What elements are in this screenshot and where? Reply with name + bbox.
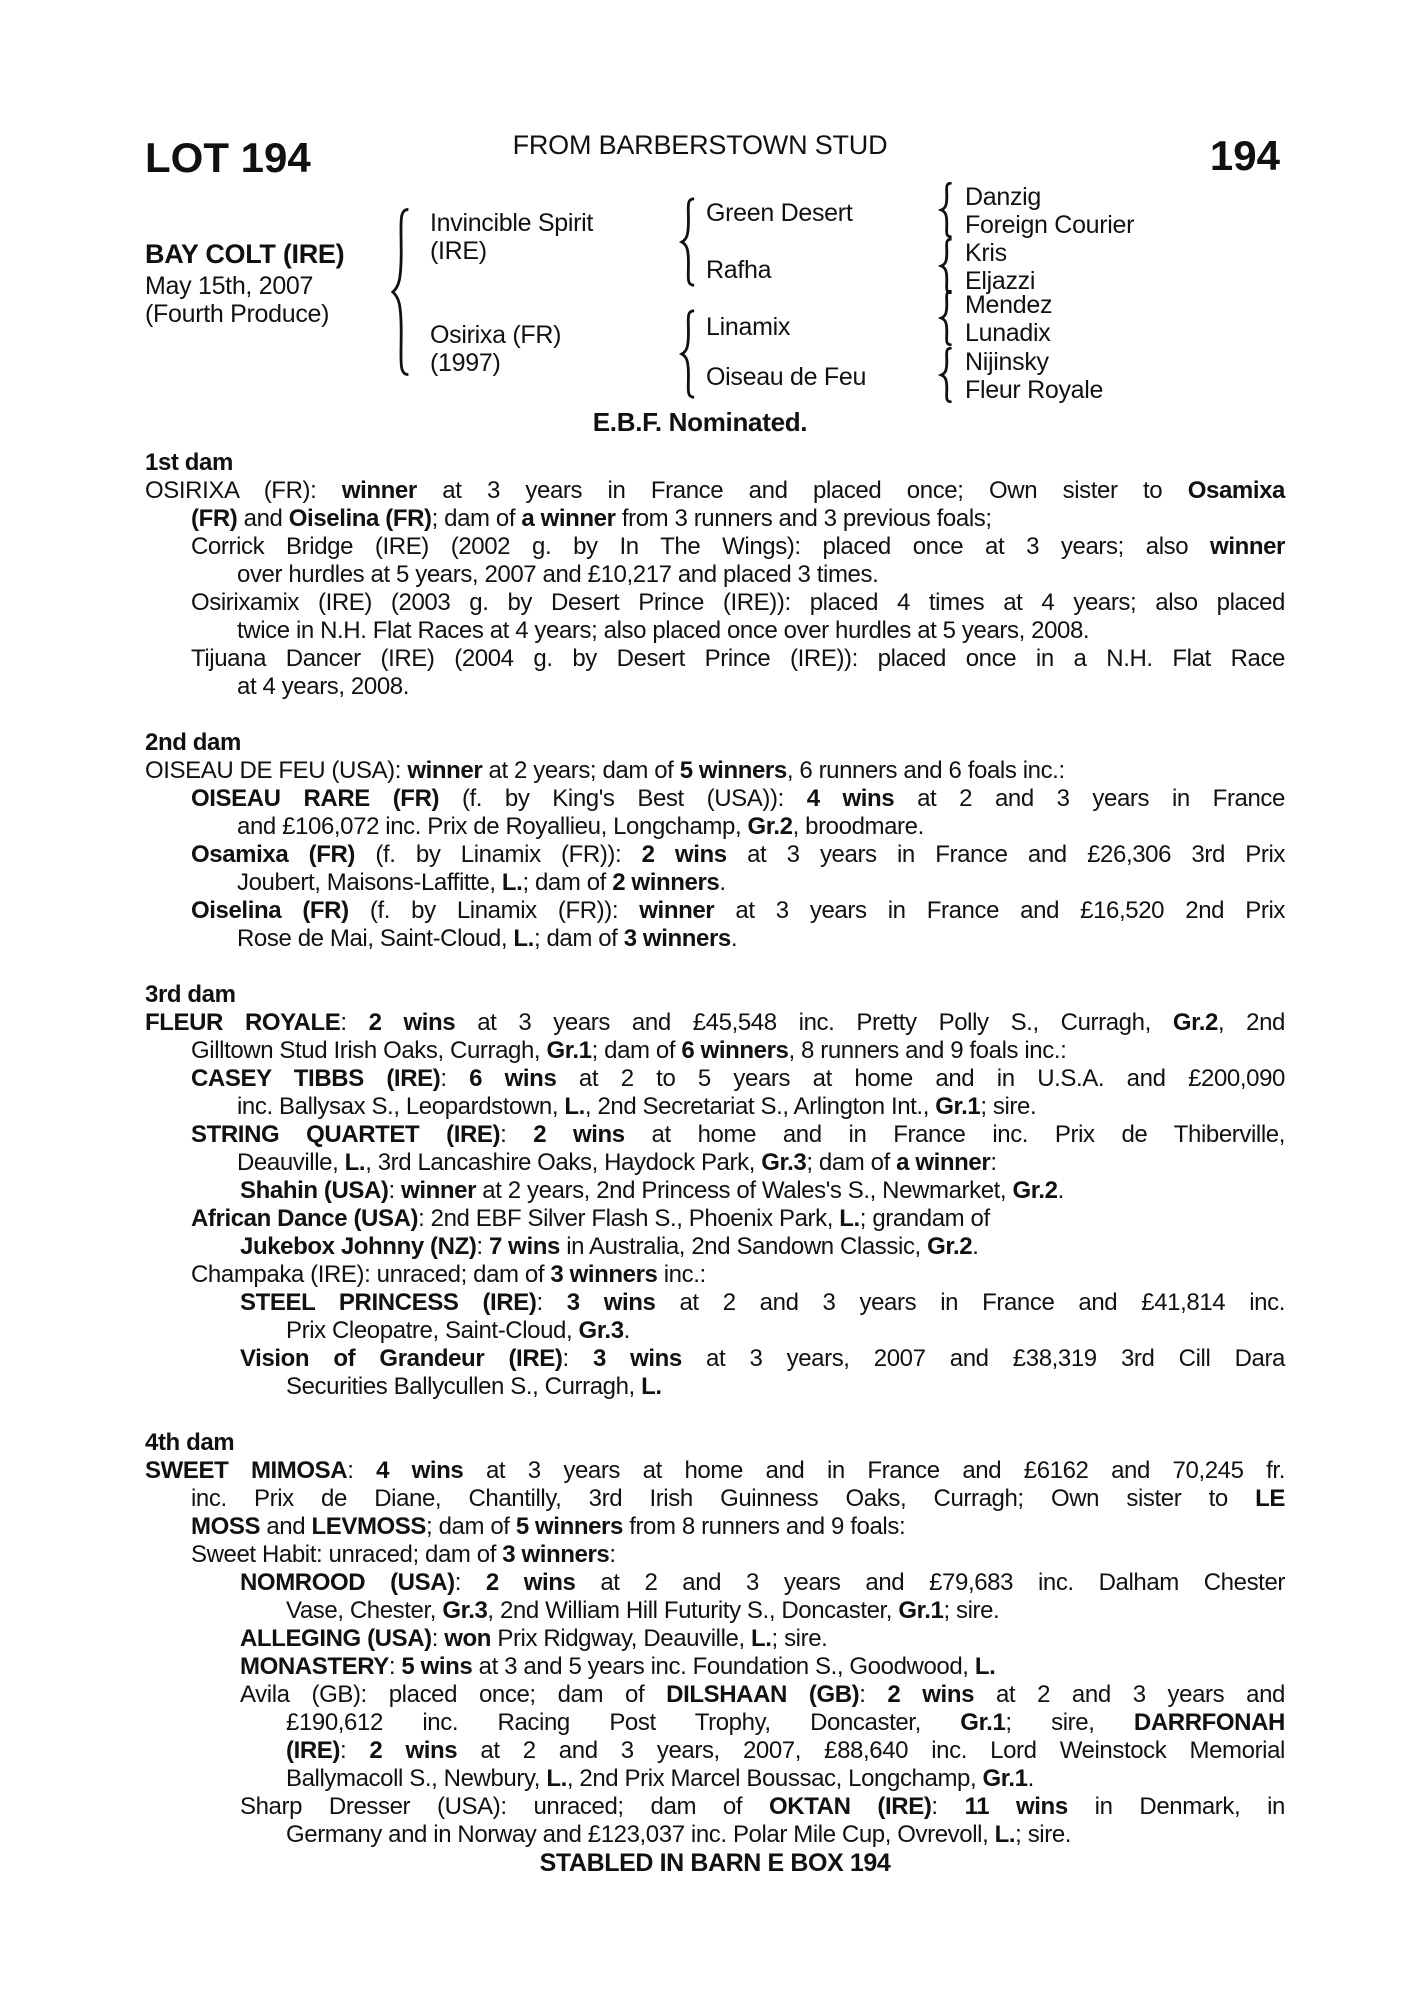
page-number: 194 <box>1209 132 1280 179</box>
text-run: (f. by King's Best (USA)): <box>439 785 807 812</box>
great-grandparent-3b: Lunadix <box>965 319 1051 347</box>
text-run: ; sire. <box>980 1093 1037 1120</box>
pedigree-paragraph <box>240 1625 1285 1653</box>
text-line <box>191 1541 1285 1569</box>
text-run: 2 wins <box>368 1009 456 1036</box>
text-line <box>191 673 1285 701</box>
text-run: in Denmark, in <box>1067 1793 1285 1820</box>
text-run: Prix Cleopatre, Saint-Cloud, <box>286 1317 579 1344</box>
text-run: Gr.1 <box>982 1765 1028 1792</box>
granddam-paternal: Rafha <box>706 256 772 284</box>
text-run: (f. by Linamix (FR)): <box>348 897 640 924</box>
great-grandparent-1a: Danzig <box>965 183 1042 211</box>
great-grandparent-2a: Kris <box>965 239 1007 267</box>
sire-name-line1: Invincible Spirit <box>430 209 594 237</box>
text-run: Oiselina (FR) <box>288 505 432 532</box>
text-run: at 3 years, 2007 and £38,319 3rd Cill Dara <box>681 1345 1285 1372</box>
text-run: Shahin (USA) <box>240 1177 389 1204</box>
text-run: 5 wins <box>401 1653 473 1680</box>
text-run: Corrick Bridge (IRE) (2002 g. by In The Wings): placed once at 3 years; also <box>191 533 1211 560</box>
pedigree-paragraph <box>240 1289 1285 1345</box>
text-run: Sharp Dresser (USA): unraced; dam of <box>240 1793 769 1820</box>
pedigree-paragraph <box>191 1261 1285 1289</box>
text-run: 5 winners <box>515 1513 623 1540</box>
text-line <box>240 1373 1285 1401</box>
pedigree-paragraph <box>191 1541 1285 1569</box>
text-run: from 8 runners and 9 foals: <box>622 1513 906 1540</box>
text-run: winner <box>407 757 483 784</box>
text-run: Oiselina (FR) <box>191 897 349 924</box>
text-run: OISEAU DE FEU (USA): <box>145 757 408 784</box>
text-line <box>145 1009 1285 1037</box>
text-line <box>191 897 1285 925</box>
pedigree-paragraph <box>191 1121 1285 1177</box>
dam-name-line2: (1997) <box>430 349 501 377</box>
text-run: ; sire. <box>771 1625 828 1652</box>
text-run: ; dam of <box>426 1513 516 1540</box>
text-line <box>191 813 1285 841</box>
sire-name-line2: (IRE) <box>430 237 487 265</box>
text-run: L. <box>564 1093 585 1120</box>
section-heading: 4th dam <box>145 1429 235 1456</box>
text-run: at 3 and 5 years inc. Foundation S., Goodwood, <box>472 1653 975 1680</box>
text-run: winner <box>401 1177 477 1204</box>
text-run: (f. by Linamix (FR)): <box>355 841 642 868</box>
text-run: : <box>347 1457 377 1484</box>
great-grandparent-1b: Foreign Courier <box>965 211 1135 239</box>
text-run: : <box>500 1121 534 1148</box>
text-line <box>240 1569 1285 1597</box>
text-run: in Australia, 2nd Sandown Classic, <box>559 1233 928 1260</box>
pedigree-paragraph <box>191 897 1285 953</box>
section-heading: 1st dam <box>145 449 233 476</box>
text-run: : <box>931 1793 965 1820</box>
pedigree-paragraph <box>240 1653 1285 1681</box>
pedigree-paragraph <box>191 589 1285 645</box>
text-line <box>240 1793 1285 1821</box>
section-heading: 3rd dam <box>145 981 236 1008</box>
text-run: won <box>444 1625 492 1652</box>
text-run: STEEL PRINCESS (IRE) <box>240 1289 537 1316</box>
text-run: (IRE) <box>286 1737 340 1764</box>
text-run: Gr.2 <box>1172 1009 1218 1036</box>
horse-name: BAY COLT (IRE) <box>145 239 345 269</box>
text-run: 3 wins <box>566 1289 656 1316</box>
pedigree-paragraph <box>240 1569 1285 1625</box>
pedigree-brace-sire <box>678 197 697 287</box>
text-run: ; dam of <box>522 869 613 896</box>
text-run: , 2nd <box>1217 1009 1285 1036</box>
pedigree-paragraph <box>145 757 1285 785</box>
text-run: 6 wins <box>469 1065 557 1092</box>
text-line <box>191 785 1285 813</box>
text-run: OISEAU RARE (FR) <box>191 785 440 812</box>
pedigree-paragraph <box>240 1681 1285 1793</box>
great-grandparent-4b: Fleur Royale <box>965 376 1104 404</box>
text-run: Gr.2 <box>747 813 793 840</box>
text-run: at 2 and 3 years in France and £41,814 inc. <box>655 1289 1285 1316</box>
text-run: twice in N.H. Flat Races at 4 years; also placed once over hurdles at 5 years, 2008. <box>237 617 1090 644</box>
text-run: : <box>340 1737 370 1764</box>
text-run: at 2 and 3 years and <box>974 1681 1285 1708</box>
text-line <box>191 1065 1285 1093</box>
text-run: Gr.1 <box>898 1597 944 1624</box>
text-run: 7 wins <box>488 1233 560 1260</box>
text-line <box>145 1513 1285 1541</box>
text-line <box>191 645 1285 673</box>
text-run: 3 winners <box>502 1541 610 1568</box>
pedigree-paragraph <box>191 785 1285 841</box>
text-run: Securities Ballycullen S., Curragh, <box>286 1373 642 1400</box>
grandsire-paternal: Green Desert <box>706 199 853 227</box>
text-run: 4 wins <box>806 785 895 812</box>
text-run: 3 winners <box>623 925 731 952</box>
pedigree-paragraph <box>240 1793 1285 1849</box>
text-run: : <box>536 1289 567 1316</box>
pedigree-paragraph <box>191 1065 1285 1121</box>
text-line <box>240 1653 1285 1681</box>
text-run: at 2 to 5 years at home and in U.S.A. and £200,090 <box>556 1065 1285 1092</box>
text-run: 4 wins <box>376 1457 464 1484</box>
text-run: Avila (GB): placed once; dam of <box>240 1681 667 1708</box>
text-run: at 3 years in France and placed once; Own sister to <box>416 477 1188 504</box>
text-run: L. <box>501 869 523 896</box>
text-run: winner <box>639 897 715 924</box>
text-run: LE <box>1255 1485 1285 1512</box>
text-run: Gr.3 <box>761 1149 807 1176</box>
text-run: L. <box>751 1625 772 1652</box>
text-run: Gr.3 <box>442 1597 488 1624</box>
text-run: Osirixamix (IRE) (2003 g. by Desert Prince (IRE)): placed 4 times at 4 years; also placed <box>191 589 1285 616</box>
text-line <box>240 1289 1285 1317</box>
text-line <box>145 1457 1285 1485</box>
text-run: and £106,072 inc. Prix de Royallieu, Longchamp, <box>237 813 748 840</box>
text-run: L. <box>513 925 534 952</box>
text-line <box>240 1709 1285 1737</box>
text-run: : <box>859 1681 888 1708</box>
text-run: Champaka (IRE): unraced; dam of <box>191 1261 551 1288</box>
pedigree-paragraph <box>240 1345 1285 1401</box>
text-run: LEVMOSS <box>311 1513 427 1540</box>
text-run: 3 wins <box>592 1345 682 1372</box>
pedigree-brace-ggp-1 <box>938 182 954 238</box>
text-run: 3 winners <box>550 1261 658 1288</box>
ebf-nominated-note: E.B.F. Nominated. <box>592 407 808 437</box>
text-run: Gr.1 <box>546 1037 592 1064</box>
text-run: : <box>388 1653 402 1680</box>
text-run: at 3 years in France and £26,306 3rd Prix <box>726 841 1285 868</box>
text-run: 2 wins <box>369 1737 458 1764</box>
text-run: L. <box>974 1653 996 1680</box>
text-run: , 6 runners and 6 foals inc.: <box>786 757 1065 784</box>
text-run: 6 winners <box>681 1037 789 1064</box>
text-run: : 2nd EBF Silver Flash S., Phoenix Park, <box>418 1205 840 1232</box>
text-line <box>191 925 1285 953</box>
text-run: ; dam of <box>533 925 624 952</box>
horse-foaling-date: May 15th, 2007 <box>145 272 314 300</box>
text-run: NOMROOD (USA) <box>240 1569 455 1596</box>
text-run: Ballymacoll S., Newbury, <box>286 1765 547 1792</box>
text-run: and <box>237 505 289 532</box>
pedigree-paragraph <box>240 1233 1285 1261</box>
text-run: Joubert, Maisons-Laffitte, <box>237 869 502 896</box>
grandsire-maternal: Linamix <box>706 313 791 341</box>
text-run: SWEET MIMOSA <box>145 1457 348 1484</box>
text-run: at 2 and 3 years and £79,683 inc. Dalham Chester <box>575 1569 1285 1596</box>
text-run: African Dance (USA) <box>191 1205 419 1232</box>
pedigree-brace-ggp-2 <box>938 238 954 294</box>
text-line <box>191 841 1285 869</box>
text-run: a winner <box>521 505 616 532</box>
text-run: 2 wins <box>887 1681 975 1708</box>
text-run: 2 winners <box>612 869 720 896</box>
text-run: Gilltown Stud Irish Oaks, Curragh, <box>191 1037 547 1064</box>
text-run: , 8 runners and 9 foals inc.: <box>788 1037 1067 1064</box>
text-line <box>145 477 1285 505</box>
text-run: STRING QUARTET (IRE) <box>191 1121 501 1148</box>
text-run: ALLEGING (USA) <box>240 1625 432 1652</box>
text-run: at 3 years in France and £16,520 2nd Prix <box>714 897 1285 924</box>
text-run: Gr.2 <box>1012 1177 1058 1204</box>
lot-number-label: LOT 194 <box>145 134 311 181</box>
text-run: : <box>440 1065 470 1092</box>
text-run: inc. Ballysax S., Leopardstown, <box>237 1093 565 1120</box>
great-grandparent-3a: Mendez <box>965 291 1053 319</box>
text-line <box>145 1037 1285 1065</box>
text-line <box>191 1121 1285 1149</box>
text-run: ; grandam of <box>859 1205 990 1232</box>
text-run: 2 wins <box>641 841 727 868</box>
text-run: at 4 years, 2008. <box>237 673 409 700</box>
great-grandparent-2b: Eljazzi <box>965 267 1036 295</box>
text-run: (FR) <box>191 505 238 532</box>
text-run: : <box>476 1233 489 1260</box>
pedigree-paragraph <box>191 645 1285 701</box>
text-run: Prix Ridgway, Deauville, <box>491 1625 751 1652</box>
text-line <box>145 1485 1285 1513</box>
text-line <box>240 1681 1285 1709</box>
text-run: OSIRIXA (FR): <box>145 477 342 504</box>
text-run: L. <box>344 1149 366 1176</box>
text-run: Gr.2 <box>927 1233 973 1260</box>
text-run: : <box>454 1569 486 1596</box>
pedigree-text-body <box>145 449 1285 1877</box>
text-run: Osamixa <box>1187 477 1286 504</box>
text-line <box>191 1205 1285 1233</box>
pedigree-paragraph <box>240 1177 1285 1205</box>
text-run: CASEY TIBBS (IRE) <box>191 1065 441 1092</box>
dam-section <box>145 1429 1285 1849</box>
text-run: Rose de Mai, Saint-Cloud, <box>237 925 514 952</box>
text-run: a winner <box>896 1149 991 1176</box>
text-run: inc. Prix de Diane, Chantilly, 3rd Irish Guinness Oaks, Curragh; Own sister to <box>191 1485 1256 1512</box>
text-run: Gr.3 <box>578 1317 624 1344</box>
text-run: Tijuana Dancer (IRE) (2004 g. by Desert Prince (IRE)): placed once in a N.H. Flat Race <box>191 645 1285 672</box>
pedigree-paragraph <box>191 533 1285 589</box>
text-run: at 3 years at home and in France and £6162 and 70,245 fr. <box>463 1457 1285 1484</box>
text-run: ; dam of <box>591 1037 682 1064</box>
section-heading: 2nd dam <box>145 729 241 756</box>
text-run: ; sire. <box>943 1597 1000 1624</box>
text-line <box>240 1821 1285 1849</box>
dam-section <box>145 729 1285 953</box>
text-run: inc.: <box>657 1261 706 1288</box>
text-line <box>191 561 1285 589</box>
text-run: winner <box>1210 533 1285 560</box>
text-run: Osamixa (FR) <box>191 841 356 868</box>
text-line <box>240 1233 1285 1261</box>
text-run: Jukebox Johnny (NZ) <box>240 1233 477 1260</box>
text-run: at 3 years and £45,548 inc. Pretty Polly S., Curragh, <box>455 1009 1173 1036</box>
text-line <box>240 1597 1285 1625</box>
dam-section <box>145 981 1285 1401</box>
pedigree-paragraph <box>145 1457 1285 1541</box>
text-run: . <box>730 925 738 952</box>
text-run: at 2 years, 2nd Princess of Wales's S., Newmarket, <box>476 1177 1013 1204</box>
text-run: from 3 runners and 3 previous foals; <box>615 505 992 532</box>
text-run: over hurdles at 5 years, 2007 and £10,217 and placed 3 times. <box>237 561 879 588</box>
dam-section <box>145 449 1285 701</box>
text-run: , 3rd Lancashire Oaks, Haydock Park, <box>365 1149 762 1176</box>
text-run: . <box>972 1233 979 1260</box>
text-run: , broodmare. <box>792 813 924 840</box>
pedigree-brace-ggp-4 <box>938 347 954 403</box>
text-line <box>240 1177 1285 1205</box>
text-run: L. <box>839 1205 860 1232</box>
text-run: : <box>990 1149 997 1176</box>
text-run: Germany and in Norway and £123,037 inc. Polar Mile Cup, Ovrevoll, <box>286 1821 995 1848</box>
pedigree-paragraph <box>145 477 1285 533</box>
text-line <box>240 1625 1285 1653</box>
text-run: 11 wins <box>964 1793 1068 1820</box>
text-run: Vase, Chester, <box>286 1597 443 1624</box>
text-run: MONASTERY <box>240 1653 389 1680</box>
text-line <box>191 533 1285 561</box>
text-run: , 2nd William Hill Futurity S., Doncaster, <box>487 1597 899 1624</box>
dam-sections <box>145 449 1285 1849</box>
text-line <box>240 1317 1285 1345</box>
text-run: . <box>719 869 726 896</box>
text-line <box>240 1765 1285 1793</box>
text-run: Sweet Habit: unraced; dam of <box>191 1541 503 1568</box>
text-run: , 2nd Prix Marcel Boussac, Longchamp, <box>566 1765 983 1792</box>
text-run: winner <box>341 477 417 504</box>
text-run: : <box>340 1009 369 1036</box>
pedigree-paragraph <box>191 1205 1285 1233</box>
text-line <box>191 589 1285 617</box>
text-run: DARRFONAH <box>1133 1709 1285 1736</box>
text-run: Gr.1 <box>935 1093 981 1120</box>
text-run: at home and in France inc. Prix de Thiberville, <box>624 1121 1285 1148</box>
text-run: ; dam of <box>431 505 522 532</box>
text-run: , 2nd Secretariat S., Arlington Int., <box>584 1093 936 1120</box>
dam-name-line1: Osirixa (FR) <box>430 321 562 349</box>
consignor-heading: FROM BARBERSTOWN STUD <box>512 130 888 160</box>
text-run: £190,612 inc. Racing Post Trophy, Doncaster, <box>286 1709 961 1736</box>
pedigree-brace-generation1 <box>388 206 412 378</box>
horse-produce-note: (Fourth Produce) <box>145 300 330 328</box>
great-grandparent-4a: Nijinsky <box>965 348 1049 376</box>
text-run: 5 winners <box>679 757 787 784</box>
text-line <box>191 1261 1285 1289</box>
text-line <box>191 869 1285 897</box>
text-run: . <box>1027 1765 1034 1792</box>
text-run: Vision of Grandeur (IRE) <box>240 1345 563 1372</box>
text-line <box>191 1093 1285 1121</box>
text-run: : <box>431 1625 445 1652</box>
text-run: MOSS <box>191 1513 261 1540</box>
text-run: : <box>609 1541 616 1568</box>
text-line <box>145 505 1285 533</box>
text-run: at 2 years; dam of <box>482 757 680 784</box>
text-run: ; sire, <box>1005 1709 1134 1736</box>
text-run: at 2 and 3 years, 2007, £88,640 inc. Lord Weinstock Memorial <box>457 1737 1285 1764</box>
text-run: OKTAN (IRE) <box>769 1793 932 1820</box>
text-run: L. <box>641 1373 662 1400</box>
text-run: 2 wins <box>533 1121 625 1148</box>
stabling-note: STABLED IN BARN E BOX 194 <box>539 1849 891 1877</box>
text-line <box>191 1149 1285 1177</box>
text-line <box>240 1737 1285 1765</box>
text-run: 2 wins <box>485 1569 576 1596</box>
pedigree-brace-dam <box>678 309 697 399</box>
text-run: at 2 and 3 years in France <box>894 785 1285 812</box>
text-line <box>191 617 1285 645</box>
text-line <box>145 757 1285 785</box>
text-run: . <box>623 1317 630 1344</box>
text-run: FLEUR ROYALE <box>145 1009 341 1036</box>
pedigree-paragraph <box>145 1009 1285 1065</box>
pedigree-paragraph <box>191 841 1285 897</box>
text-run: Deauville, <box>237 1149 345 1176</box>
text-run: DILSHAAN (GB) <box>666 1681 860 1708</box>
text-line <box>240 1345 1285 1373</box>
text-run: : <box>388 1177 402 1204</box>
text-run: and <box>260 1513 312 1540</box>
granddam-maternal: Oiseau de Feu <box>706 363 867 391</box>
text-run: ; sire. <box>1015 1821 1072 1848</box>
text-run: L. <box>994 1821 1016 1848</box>
text-run: ; dam of <box>806 1149 897 1176</box>
text-run: L. <box>546 1765 567 1792</box>
pedigree-brace-ggp-3 <box>938 290 954 346</box>
text-run: Gr.1 <box>960 1709 1006 1736</box>
text-run: : <box>562 1345 593 1372</box>
text-run: . <box>1057 1177 1064 1204</box>
